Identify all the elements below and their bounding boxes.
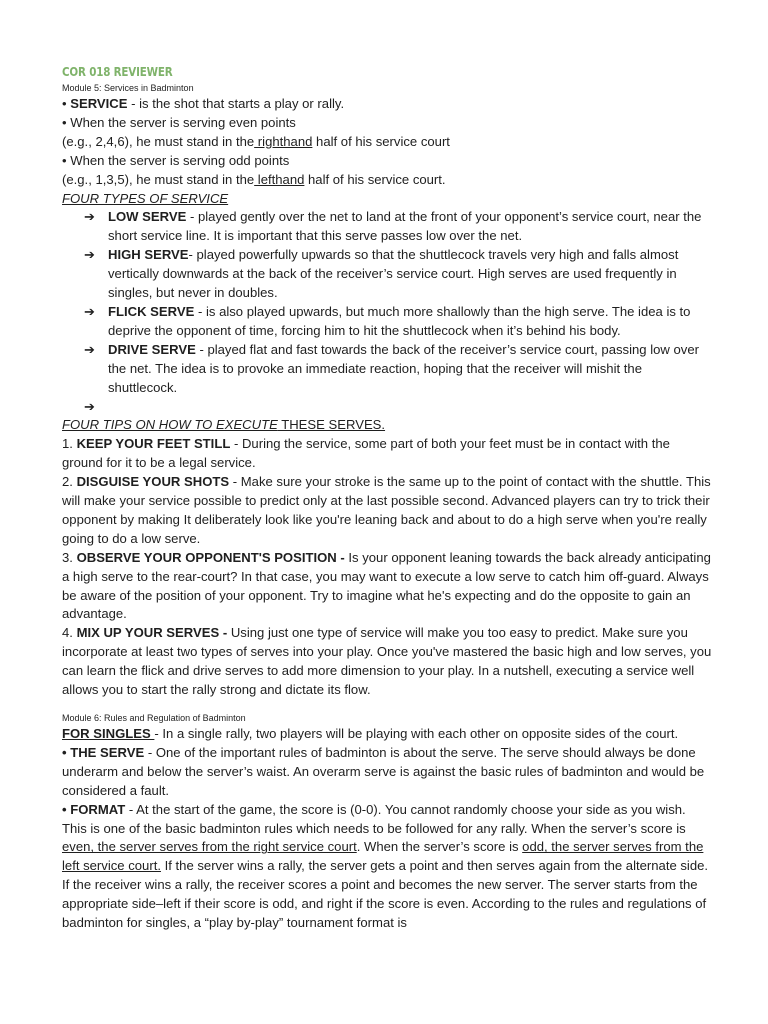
arrow-icon: ➔ bbox=[84, 247, 95, 263]
format-text: - At the start of the game, the score is (0-0). You cannot randomly choose your side as you wish. This is one of the basic badminton rules which needs to be followed for any rally. When the server’s score is bbox=[62, 801, 686, 836]
odd-points-example bbox=[62, 171, 712, 190]
type-term: FLICK SERVE bbox=[108, 303, 195, 319]
arrow-icon: ➔ bbox=[84, 398, 95, 414]
tip-term: MIX UP YOUR SERVES - bbox=[76, 625, 228, 641]
list-item bbox=[84, 303, 712, 341]
tip-number: 2. bbox=[62, 474, 77, 490]
type-text: - is also played upwards, but much more shallowly than the high serve. The idea is to deprive the opponent of time, forcing him to hit the shuttlecock when it’s behind his body. bbox=[108, 303, 691, 338]
format-term: • FORMAT bbox=[62, 801, 126, 817]
serve-text: - One of the important rules of badminton is about the serve. The serve should always be done underarm and below the server’s waist. An overarm serve is against the basic rules of badminton and would be considered a fault. bbox=[62, 744, 705, 798]
arrow-icon: ➔ bbox=[84, 209, 95, 225]
serve-paragraph bbox=[62, 744, 712, 801]
list-item bbox=[84, 208, 712, 246]
tip-number: 3. bbox=[62, 549, 77, 565]
tip-text: Using just one type of service will make you too easy to predict. Make sure you incorporate at least two types of serves into your play. Once you've mastered the basic high and low serves, you can learn the flick and drive serves to add more dimension to your play. In a nutshell, executing a service well allows you to start the rally strong and dictate its flow. bbox=[62, 625, 712, 698]
format-underlined-odd: odd, the server serves from the left service court. bbox=[62, 839, 704, 874]
even-example-underlined: righthand bbox=[254, 133, 313, 149]
even-example-post: half of his service court bbox=[312, 133, 450, 149]
service-types-list bbox=[62, 208, 712, 416]
tips-heading-italic: FOUR TIPS ON HOW TO EXECUTE bbox=[62, 417, 278, 433]
singles-paragraph bbox=[62, 725, 712, 744]
service-term: SERVICE bbox=[70, 96, 128, 111]
tips-heading-rest: THESE SERVES. bbox=[277, 417, 386, 433]
odd-points-line: • When the server is serving odd points bbox=[62, 152, 290, 168]
tip-number: 1. bbox=[62, 436, 77, 452]
spacer bbox=[62, 700, 712, 712]
odd-example-underlined: lefthand bbox=[254, 171, 305, 187]
singles-term: FOR SINGLES bbox=[62, 726, 155, 741]
document-title: COR 018 REVIEWER bbox=[62, 65, 173, 79]
tip-item bbox=[62, 549, 712, 625]
tip-item bbox=[62, 624, 712, 700]
even-points-example bbox=[62, 133, 712, 152]
module6-heading: Module 6: Rules and Regulation of Badminton bbox=[62, 713, 246, 723]
tip-term: OBSERVE YOUR OPPONENT'S POSITION - bbox=[76, 549, 345, 565]
tip-text: Is your opponent leaning towards the back already anticipating a high serve to the rear-court? In that case, you may want to execute a low serve to catch him off-guard. Always be aware of the position of your opponent. Try to imagine what he's expecting and do the opposite to gain an advantage. bbox=[62, 549, 711, 622]
serve-term: • THE SERVE bbox=[62, 744, 145, 760]
type-term: HIGH SERVE bbox=[108, 247, 189, 263]
tip-item bbox=[62, 473, 712, 549]
even-points-line: • When the server is serving even points bbox=[62, 114, 296, 130]
tip-text: - During the service, some part of both your feet must be in contact with the ground for it to be a legal service. bbox=[62, 436, 670, 471]
format-paragraph bbox=[62, 801, 712, 933]
tip-number: 4. bbox=[62, 625, 77, 641]
service-def: - is the shot that starts a play or rally. bbox=[127, 96, 345, 111]
tip-term: DISGUISE YOUR SHOTS bbox=[76, 474, 230, 490]
types-heading: FOUR TYPES OF SERVICE bbox=[62, 190, 229, 206]
tip-item bbox=[62, 435, 712, 473]
arrow-icon: ➔ bbox=[84, 341, 95, 357]
odd-example-post: half of his service court. bbox=[304, 171, 446, 187]
type-text: - played gently over the net to land at the front of your opponent’s service court, near the short service line. It is important that this serve passes low over the net. bbox=[108, 209, 702, 244]
bullet: • bbox=[62, 96, 71, 111]
type-term: DRIVE SERVE bbox=[108, 341, 196, 357]
service-definition bbox=[62, 95, 712, 114]
document-page bbox=[62, 64, 712, 933]
format-underlined-even: even, the server serves from the right service court bbox=[62, 839, 357, 855]
tip-text: - Make sure your stroke is the same up to the point of contact with the shuttle. This will make your service possible to predict only at the last possible second. Advanced players can try to trick their opponent by making It deliberately look like you're leaning back and about to do a high serve when you're really going to do a low serve. bbox=[62, 474, 711, 546]
type-text: - played powerfully upwards so that the shuttlecock travels very high and falls almost vertically downwards at the back of the receiver’s service court. High serves are used frequently in singles, but never in doubles. bbox=[108, 247, 679, 301]
module5-heading: Module 5: Services in Badminton bbox=[62, 83, 194, 93]
type-term: LOW SERVE bbox=[108, 209, 187, 225]
list-item bbox=[84, 341, 712, 398]
arrow-icon: ➔ bbox=[84, 303, 95, 319]
list-item-empty bbox=[84, 398, 712, 417]
even-example-pre: (e.g., 2,4,6), he must stand in the bbox=[62, 133, 255, 149]
odd-example-pre: (e.g., 1,3,5), he must stand in the bbox=[62, 171, 255, 187]
singles-text: - In a single rally, two players will be playing with each other on opposite sides of the court. bbox=[154, 726, 679, 741]
type-text: - played flat and fast towards the back of the receiver’s service court, passing low over the net. The idea is to provoke an immediate reaction, hoping that the receiver will mishit the shuttlecock. bbox=[108, 341, 699, 395]
format-text: If the server wins a rally, the server gets a point and then serves again from the alternate side. If the receiver wins a rally, the receiver scores a point and becomes the new server. The server starts from the appropriate side–left if their score is odd, and right if the score is even. According to the rules and regulations of badminton for singles, a “play by-play” tournament format is bbox=[62, 858, 709, 931]
list-item bbox=[84, 246, 712, 303]
tip-term: KEEP YOUR FEET STILL bbox=[76, 436, 231, 452]
format-text: . When the server’s score is bbox=[356, 839, 523, 855]
tips-heading bbox=[62, 416, 712, 435]
